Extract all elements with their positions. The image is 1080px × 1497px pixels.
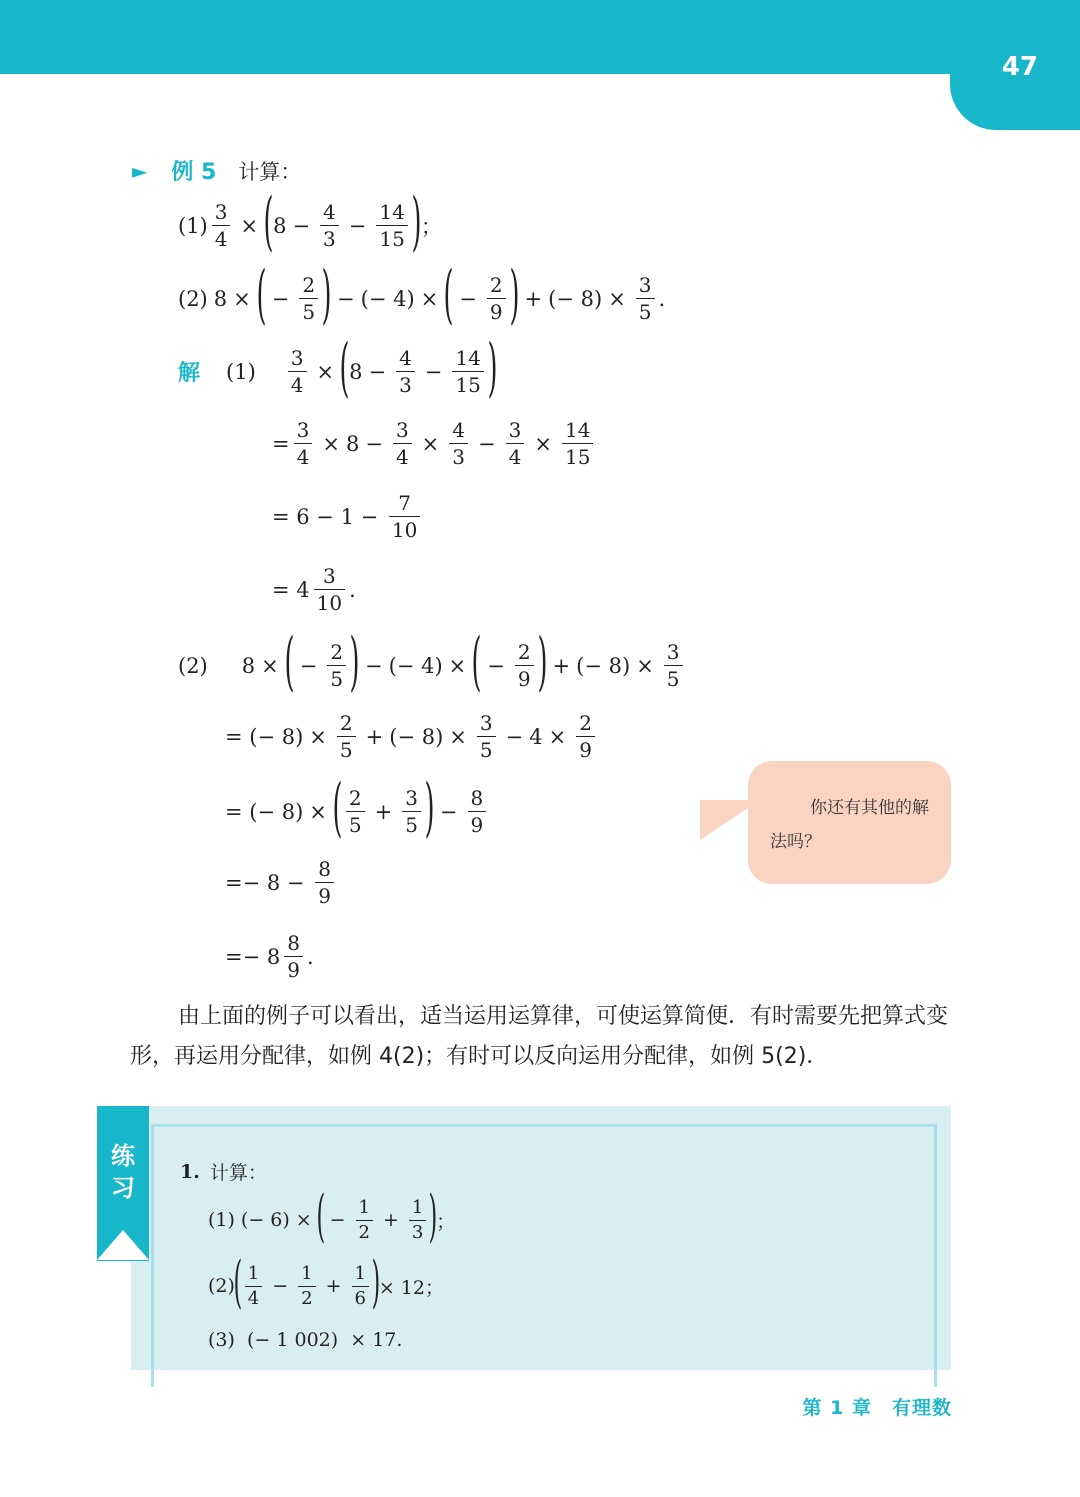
expression: =− 8 −: [225, 870, 312, 895]
practice-item-1: [180, 1158, 267, 1185]
fraction: $\frac{8}{9}$: [284, 933, 303, 980]
fraction: $\frac{1}{2}$: [356, 1199, 373, 1242]
fraction: $\frac{2}{9}$: [576, 713, 595, 760]
fraction: $\frac{2}{9}$: [515, 642, 534, 689]
problem-number: (2): [178, 286, 208, 311]
solution-2-line-4: [225, 859, 338, 906]
fraction: $\frac{3}{4}$: [506, 420, 525, 467]
practice-q3: [208, 1329, 402, 1351]
example-label: 例 5: [171, 160, 217, 185]
fraction: $\frac{14}{15}$: [376, 202, 407, 249]
ribbon-notch: [97, 1230, 149, 1260]
question-number: (2): [208, 1275, 235, 1298]
number: (− 4): [360, 286, 415, 311]
fraction: $\frac{8}{9}$: [468, 788, 487, 835]
summary-paragraph: 由上面的例子可以看出，适当运用运算律，可使运算简便．有时需要先把算式变形，再运用分配律，如例 4(2)；有时可以反向运用分配律，如例 5(2)．: [130, 1004, 949, 1069]
fraction: $\frac{2}{9}$: [487, 275, 506, 322]
chapter-footer: 第 1 章 有理数: [802, 1397, 952, 1419]
solution-1-line-3: [272, 493, 424, 540]
practice-q1: (1) (− 6) × ( − $\frac{1}{2}$ + $\frac{1}{3}$ ) ；: [208, 1184, 456, 1249]
expression: =− 8: [225, 944, 281, 969]
punctuation: .: [658, 286, 666, 311]
example-heading: [132, 155, 301, 186]
fraction: $\frac{3}{5}$: [664, 642, 683, 689]
solution-2-line-2: = (− 8) × $\frac{2}{5}$ + (− 8) × $\frac{3}{5}$ − 4 × $\frac{2}{9}$: [225, 713, 599, 760]
example-prompt: 计算：: [238, 159, 302, 184]
fraction: $\frac{1}{3}$: [409, 1199, 426, 1242]
fraction: $\frac{1}{4}$: [245, 1265, 262, 1308]
fraction: $\frac{3}{5}$: [402, 788, 421, 835]
fraction: $\frac{14}{15}$: [452, 348, 483, 395]
fraction: $\frac{3}{4}$: [393, 420, 412, 467]
fraction: $\frac{2}{5}$: [337, 713, 356, 760]
number: 8: [273, 213, 287, 238]
fraction: $\frac{4}{3}$: [396, 348, 415, 395]
practice-q2: (2) ( $\frac{1}{4}$ − $\frac{1}{2}$ + $\frac{1}{6}$ ) × 12；: [208, 1250, 444, 1315]
header-bar: [0, 0, 1080, 74]
solution-2-line-5: =− 8 $\frac{8}{9}$ .: [225, 931, 314, 982]
practice-label: 练习: [111, 1142, 135, 1202]
expression: (3) (− 1 002) × 17.: [208, 1329, 403, 1351]
page-number: 47: [1001, 52, 1038, 82]
speech-bubble: [748, 761, 951, 884]
fraction: $\frac{2}{5}$: [346, 788, 365, 835]
triangle-arrow-icon: ►: [132, 158, 148, 183]
question-number: (1): [208, 1209, 235, 1232]
fraction: $\frac{14}{15}$: [562, 420, 593, 467]
fraction: $\frac{3}{10}$: [314, 566, 345, 613]
fraction: $\frac{8}{9}$: [315, 859, 334, 906]
fraction: $\frac{3}{4}$: [294, 420, 313, 467]
problem-2: (2) 8 × ( − $\frac{2}{5}$ ) − (− 4) × ( − $\frac{2}{9}$ ) + (− 8) × $\frac{3}{5}$ .: [178, 258, 666, 332]
part-number: (2): [178, 653, 208, 678]
fraction: $\frac{4}{3}$: [449, 420, 468, 467]
part-number: (1): [226, 359, 256, 384]
fraction: $\frac{1}{6}$: [352, 1265, 369, 1308]
item-number: 1.: [180, 1160, 200, 1183]
fraction: $\frac{7}{10}$: [389, 493, 420, 540]
solution-2-line-3: = (− 8) × ( $\frac{2}{5}$ + $\frac{3}{5}$ ) − $\frac{8}{9}$: [225, 786, 490, 838]
expression: × 12；: [378, 1276, 444, 1299]
number: 8: [213, 286, 228, 311]
problem-1: (1) $\frac{3}{4}$ × ( 8 − $\frac{4}{3}$ − $\frac{14}{15}$ ) ；: [178, 185, 442, 259]
solution-2-line-1: (2) 8 × ( − $\frac{2}{5}$ ) − (− 4) × ( − $\frac{2}{9}$ ) + (− 8) × $\frac{3}{5}$: [178, 640, 687, 692]
number: (− 6): [240, 1209, 290, 1232]
item-prompt: 计算：: [209, 1162, 267, 1184]
fraction: $\frac{4}{3}$: [320, 202, 339, 249]
solution-1-line-2: = $\frac{3}{4}$ × 8 − $\frac{3}{4}$ × $\frac{4}{3}$ − $\frac{3}{4}$ × $\frac{14}{15}$: [272, 420, 597, 467]
number: (− 8): [548, 286, 603, 311]
fraction: $\frac{2}{5}$: [327, 642, 346, 689]
solution-label: 解: [178, 361, 201, 387]
fraction: $\frac{3}{4}$: [212, 202, 231, 249]
fraction: $\frac{2}{5}$: [299, 275, 318, 322]
problem-number: (1): [178, 213, 208, 238]
fraction: $\frac{3}{5}$: [477, 713, 496, 760]
expression: = 6 − 1 −: [272, 504, 385, 529]
solution-1-line-4: = 4 $\frac{3}{10}$ .: [272, 564, 356, 615]
fraction: $\frac{1}{2}$: [298, 1265, 315, 1308]
punctuation: ；: [420, 214, 442, 239]
solution-1-line-1: 解 (1) $\frac{3}{4}$ × ( 8 − $\frac{4}{3}$ − $\frac{14}{15}$ ): [178, 331, 498, 405]
expression: = 4: [272, 577, 310, 602]
fraction: $\frac{3}{4}$: [288, 348, 307, 395]
bubble-text: 你还有其他的解法吗？: [770, 798, 929, 852]
fraction: $\frac{3}{5}$: [636, 275, 655, 322]
